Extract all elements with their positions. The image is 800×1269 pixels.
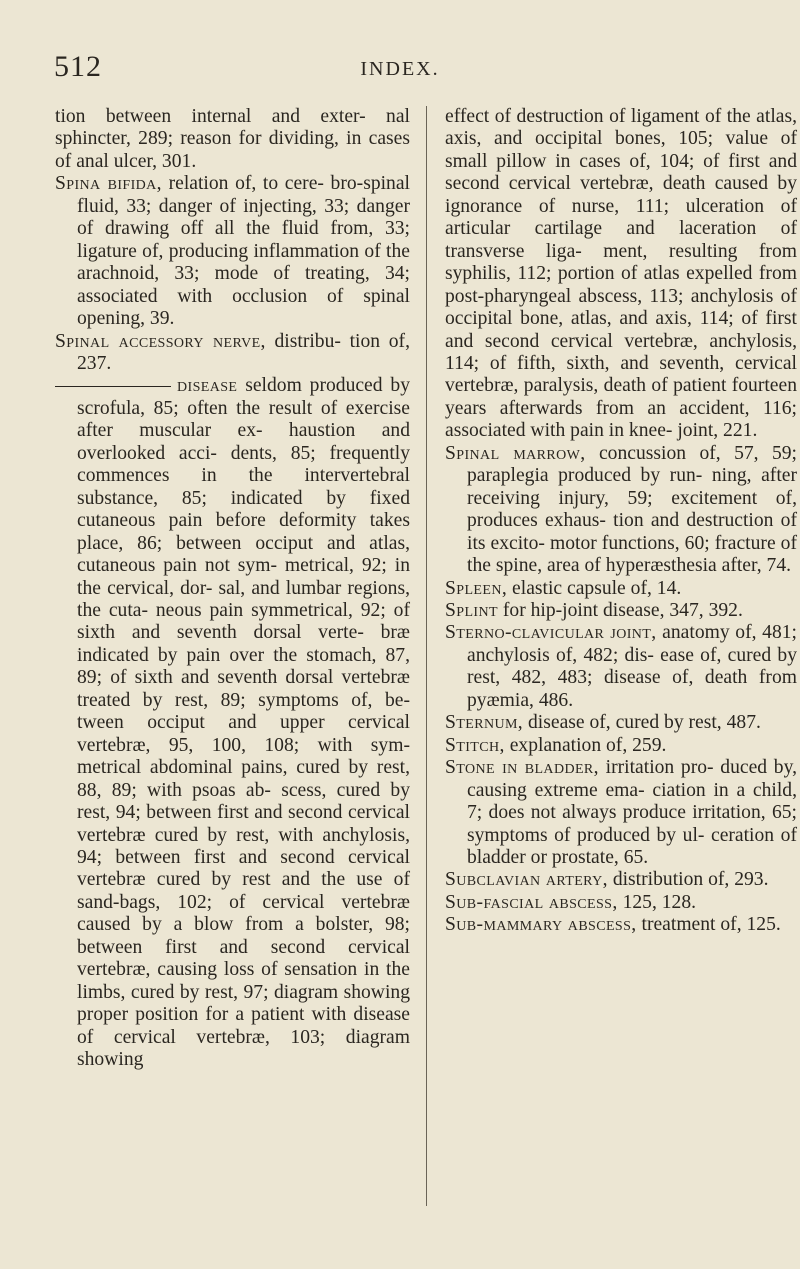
- entry-heading: Stone in bladder,: [445, 757, 599, 779]
- index-subentry: [55, 375, 410, 1071]
- index-entry-continued: tion between internal and exter- nal sphincter, 289; reason for dividing, in cases of anal ulcer, 301.: [55, 106, 410, 172]
- index-entry: [55, 173, 410, 330]
- entry-heading: Sub-fascial abscess,: [445, 891, 618, 913]
- entry-heading: Sternum,: [445, 712, 524, 734]
- left-column: [55, 106, 410, 1071]
- entry-heading: Splint: [445, 599, 498, 621]
- index-entry-continued: effect of destruction of ligament of the atlas, axis, and occipital bones, 105; value of small pillow in cases of, 104; of first and second cervical vertebræ, death caused by ignorance of nurse, 111; ulceration of articular cartilage and laceration of transverse liga- ment, resulting from syphilis, 112; portion of atlas expelled from post-pharyngeal abscess, 113; anchylosis of occipital bone, atlas, and axis, 114; of first and second cervical vertebræ, anchylosis, 114; of fifth, sixth, and seventh, cervical vertebræ, paralysis, death of patient fourteen years afterwards from an accident, 116; associated with pain in knee- joint, 221.: [445, 106, 797, 442]
- entry-heading: Sterno-clavicular joint,: [445, 622, 657, 644]
- entry-text: distribu- tion of, 237.: [77, 330, 410, 374]
- entry-text: distribution of, 293.: [607, 869, 769, 891]
- index-entry: [445, 622, 797, 712]
- index-entry: [445, 892, 797, 914]
- subentry-heading: disease: [177, 375, 238, 397]
- page-number: 512: [54, 50, 102, 83]
- entry-heading: Spinal marrow,: [445, 442, 586, 464]
- entry-heading: Subclavian artery,: [445, 869, 608, 891]
- index-entry: [445, 757, 797, 869]
- entry-text: irritation pro- duced by, causing extreme ema- ciation in a child, 7; does not always produce irritation, 65; symptoms of produced by ul- ceration of bladder or prostate, 65.: [467, 757, 797, 868]
- entry-text: relation of, to cere- bro-spinal fluid, 33; danger of injecting, 33; danger of drawing off all the fluid from, 33; ligature of, producing inflammation of the arachnoid, 33; mode of treating, 34; associated with occlusion of spinal opening, 39.: [77, 173, 410, 330]
- entry-text: anatomy of, 481; anchylosis of, 482; dis- ease of, cured by rest, 482, 483; disease of, death from pyæmia, 486.: [467, 622, 797, 711]
- entry-heading: Spina bifida,: [55, 173, 162, 195]
- entry-text: for hip-joint disease, 347, 392.: [497, 599, 743, 621]
- index-entry: [445, 914, 797, 936]
- index-entry: [445, 443, 797, 578]
- right-column: [445, 106, 797, 937]
- entry-heading: Spleen,: [445, 577, 508, 599]
- entry-heading: Sub-mammary abscess,: [445, 914, 637, 936]
- index-entry: [445, 735, 797, 757]
- ditto-dash: [55, 386, 171, 387]
- index-entry: [55, 331, 410, 376]
- index-entry: [445, 600, 797, 622]
- index-entry: [445, 578, 797, 600]
- index-entry: [445, 712, 797, 734]
- index-entry: [445, 869, 797, 891]
- entry-heading: Spinal accessory nerve,: [55, 330, 266, 352]
- entry-text: disease of, cured by rest, 487.: [523, 712, 761, 734]
- entry-heading: Stitch,: [445, 734, 505, 756]
- running-head: INDEX.: [360, 58, 440, 80]
- column-divider: [426, 106, 427, 1206]
- entry-text: elastic capsule of, 14.: [507, 577, 682, 599]
- entry-text: 125, 128.: [617, 891, 697, 913]
- entry-text: seldom produced by scrofula, 85; often the result of exercise after muscular ex- haustion and overlooked acci- dents, 85; frequently commences in the intervertebral substance, 85; indicated by fixed cutaneous pain before deformity takes place, 86; between occiput and atlas, cutaneous pain not sym- metrical, 92; in the cervical, dor- sal, and lumbar regions, the cuta- neous pain symmetrical, 92; of sixth and seventh dorsal verte- bræ indicated by pain over the stomach, 87, 89; of sixth and seventh dorsal vertebræ treated by rest, 89; symptoms of, be- tween occiput and upper cervical vertebræ, 95, 100, 108; with sym- metrical abdominal pains, cured by rest, 88, 89; with psoas ab- scess, cured by rest, 94; between first and second cervical vertebræ cured by rest, with anchylosis, 94; between first and second cervical vertebræ cured by rest and the use of sand-bags, 102; of cervical vertebræ caused by a blow from a bolster, 98; between first and second cervical vertebræ, causing loss of sensation in the limbs, cured by rest, 97; diagram showing proper position for a patient with disease of cervical vertebræ, 103; diagram showing: [77, 375, 410, 1071]
- entry-text: treatment of, 125.: [636, 914, 781, 936]
- entry-text: concussion of, 57, 59; paraplegia produced by run- ning, after receiving injury, 59; excitement of, produces exhaus- tion and destruction of its excito- motor functions, 60; fracture of the spine, area of hyperæsthesia after, 74.: [467, 442, 797, 577]
- entry-text: explanation of, 259.: [504, 734, 667, 756]
